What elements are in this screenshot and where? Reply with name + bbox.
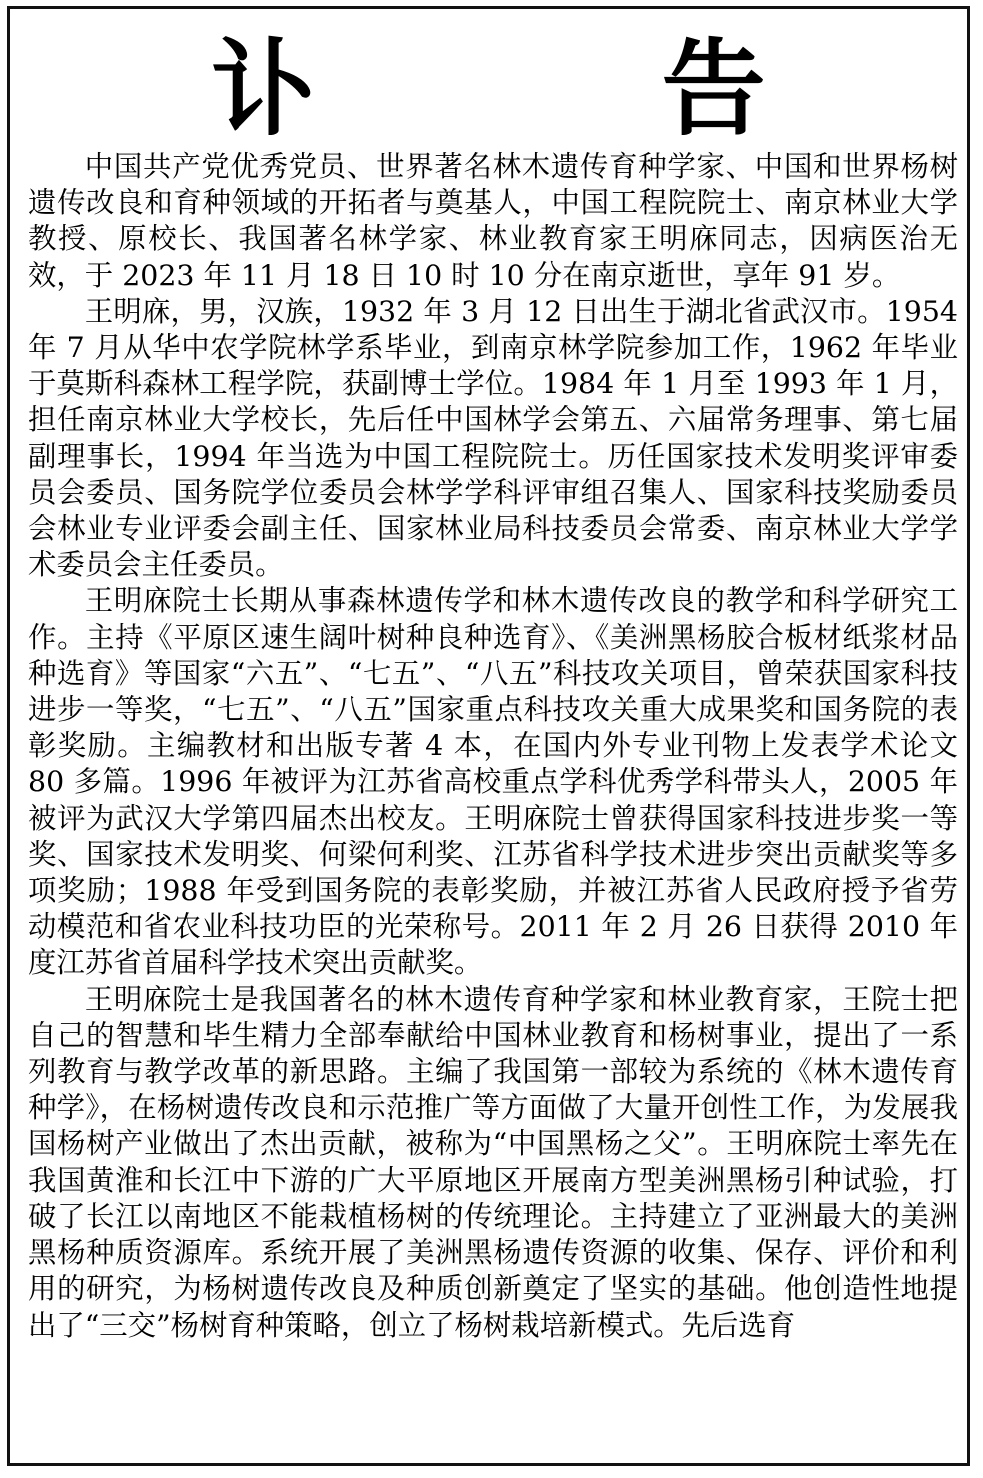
notice-title-text: 讣 告 — [211, 28, 921, 150]
paragraph-research: 王明庥院士长期从事森林遗传学和林木遗传改良的教学和科学研究工作。主持《平原区速生阔叶树种良种选育》、《美洲黑杨胶合板材纸浆材品种选育》等国家“六五”、“七五”、“八五”科技攻关项目，曾荣获国家科技进步一等奖，“七五”、“八五”国家重点科技攻关重大成果奖和国务院的表彰奖励。主编教材和出版专著 4 本，在国内外专业刊物上发表学术论文 80 多篇。1996 年被评为江苏省高校重点学科优秀学科带头人，2005 年被评为武汉大学第四届杰出校友。王明庥院士曾获得国家科技进步奖一等奖、国家技术发明奖、何梁何利奖、江苏省科学技术进步突出贡献奖等多项奖励；1988 年受到国务院的表彰奖励，并被江苏省人民政府授予省劳动模范和省农业科技功臣的光荣称号。2011 年 2 月 26 日获得 2010 年度江苏省首届科学技术突出贡献奖。 — [28, 584, 958, 980]
notice-title — [10, 29, 967, 149]
notice-body — [28, 149, 958, 1344]
paragraph-announcement: 中国共产党优秀党员、世界著名林木遗传育种学家、中国和世界杨树遗传改良和育种领域的开拓者与奠基人，中国工程院院士、南京林业大学教授、原校长、我国著名林学家、林业教育家王明庥同志，因病医治无效，于 2023 年 11 月 18 日 10 时 10 分在南京逝世，享年 91 岁。 — [28, 150, 958, 292]
paragraph-biography: 王明庥，男，汉族，1932 年 3 月 12 日出生于湖北省武汉市。1954 年 7 月从华中农学院林学系毕业，到南京林学院参加工作，1962 年毕业于莫斯科森林工程学院，获副博士学位。1984 年 1 月至 1993 年 1 月，担任南京林业大学校长，先后任中国林学会第五、六届常务理事、第七届副理事长，1994 年当选为中国工程院院士。历任国家技术发明奖评审委员会委员、国务院学位委员会林学学科评审组召集人、国家科技奖励委员会林业专业评委会副主任、国家林业局科技委员会常委、南京林业大学学术委员会主任委员。 — [28, 294, 958, 582]
paragraph-contributions: 王明庥院士是我国著名的林木遗传育种学家和林业教育家，王院士把自己的智慧和毕生精力全部奉献给中国林业教育和杨树事业，提出了一系列教育与教学改革的新思路。主编了我国第一部较为系统的《林木遗传育种学》，在杨树遗传改良和示范推广等方面做了大量开创性工作，为发展我国杨树产业做出了杰出贡献，被称为“中国黑杨之父”。王明庥院士率先在我国黄淮和长江中下游的广大平原地区开展南方型美洲黑杨引种试验，打破了长江以南地区不能栽植杨树的传统理论。主持建立了亚洲最大的美洲黑杨种质资源库。系统开展了美洲黑杨遗传资源的收集、保存、评价和利用的研究，为杨树遗传改良及种质创新奠定了坚实的基础。他创造性地提出了“三交”杨树育种策略，创立了杨树栽培新模式。先后选育 — [28, 982, 958, 1342]
notice-frame — [7, 6, 970, 1466]
